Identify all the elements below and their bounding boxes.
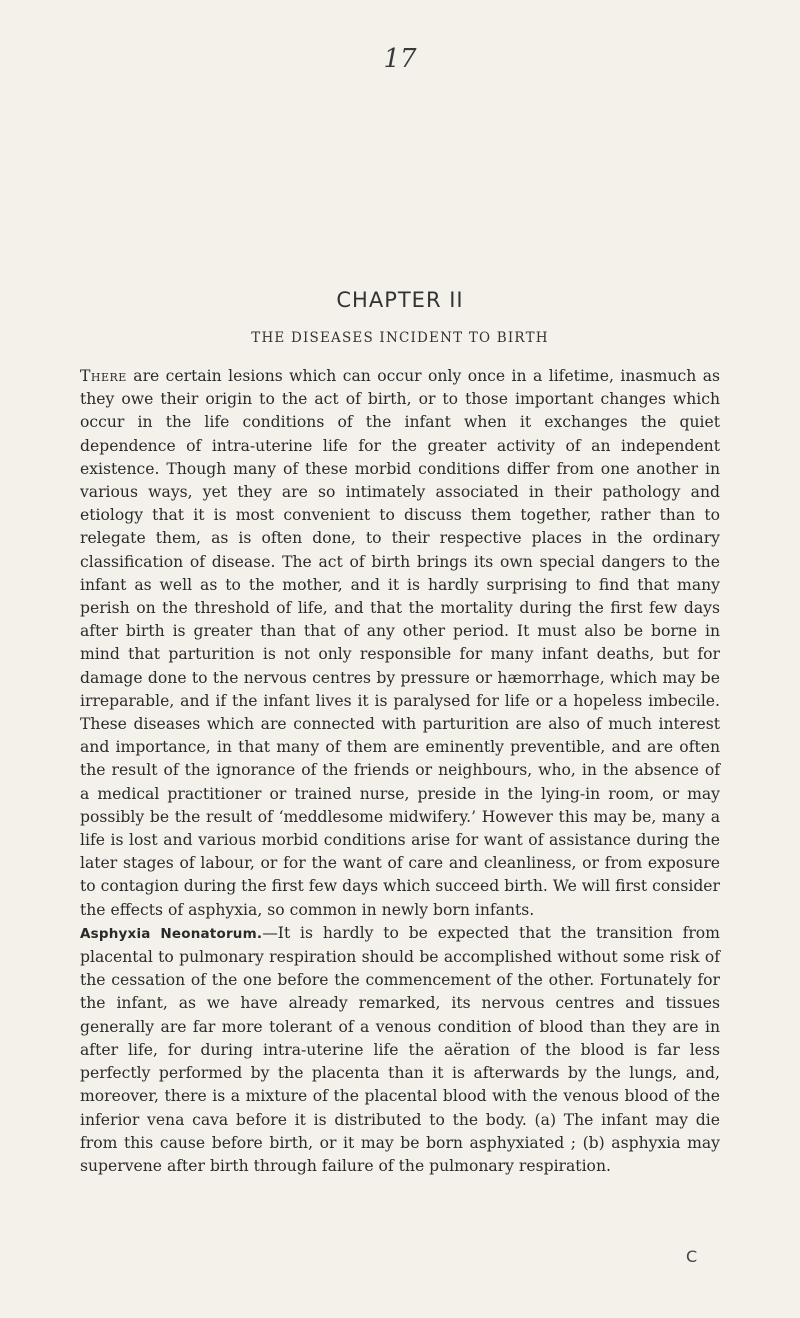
chapter-heading: CHAPTER II <box>336 288 464 312</box>
body-text <box>80 365 720 1178</box>
paragraph-2-text: —It is hardly to be expected that the transition from placental to pulmonary respiration should be accomplished without some risk of the cessation of the one before the commencement of the other. Fortunately for the infant, as we have already remarked, its nervous centres and tissues generally are far more tolerant of a venous condition of blood than they are in after life, for during intra-uterine life the aëration of the blood is far less perfectly performed by the placenta than it is afterwards by the lungs, and, moreover, there is a mixture of the placental blood with the venous blood of the inferior vena cava before it is distributed to the body. (a) The infant may die from this cause before birth, or it may be born asphyxiated ; (b) asphyxia may supervene after birth through failure of the pulmonary respiration. <box>80 923 720 1175</box>
signature-mark: C <box>686 1247 698 1266</box>
paragraph-1-lead-word: There <box>80 367 127 385</box>
chapter-title: THE DISEASES INCIDENT TO BIRTH <box>251 330 549 346</box>
paragraph-1-text: are certain lesions which can occur only once in a lifetime, inasmuch as they owe their origin to the act of birth, or to those important changes which occur in the life conditions of the infant when it exchanges the quiet dependence of intra-uterine life for the greater activity of an independent existence. Though many of these morbid conditions differ from one another in various ways, yet they are so intimately associated in their pathology and etiology that it is most convenient to discuss them together, rather than to relegate them, as is often done, to their respective places in the ordinary classification of disease. The act of birth brings its own special dangers to the infant as well as to the mother, and it is hardly surprising to find that many perish on the threshold of life, and that the mortality during the first few days after birth is greater than that of any other period. It must also be borne in mind that parturition is not only responsible for many infant deaths, but for damage done to the nervous centres by pressure or hæmorrhage, which may be irreparable, and if the infant lives it is paralysed for life or a hopeless imbecile. These diseases which are connected with parturition are also of much interest and importance, in that many of them are eminently preventible, and are often the result of the ignorance of the friends or neighbours, who, in the absence of a medical practitioner or trained nurse, preside in the lying-in room, or may possibly be the result of ‘meddlesome midwifery.’ However this may be, many a life is lost and various morbid conditions arise for want of assistance during the later stages of labour, or for the want of care and cleanliness, or from exposure to contagion during the first few days which succeed birth. We will first consider the effects of asphyxia, so common in newly born infants. <box>80 367 720 919</box>
section-heading-asphyxia: Asphyxia Neonatorum. <box>80 925 263 942</box>
page-number: 17 <box>383 44 417 74</box>
paragraph-2 <box>80 922 720 1178</box>
paragraph-1 <box>80 365 720 922</box>
